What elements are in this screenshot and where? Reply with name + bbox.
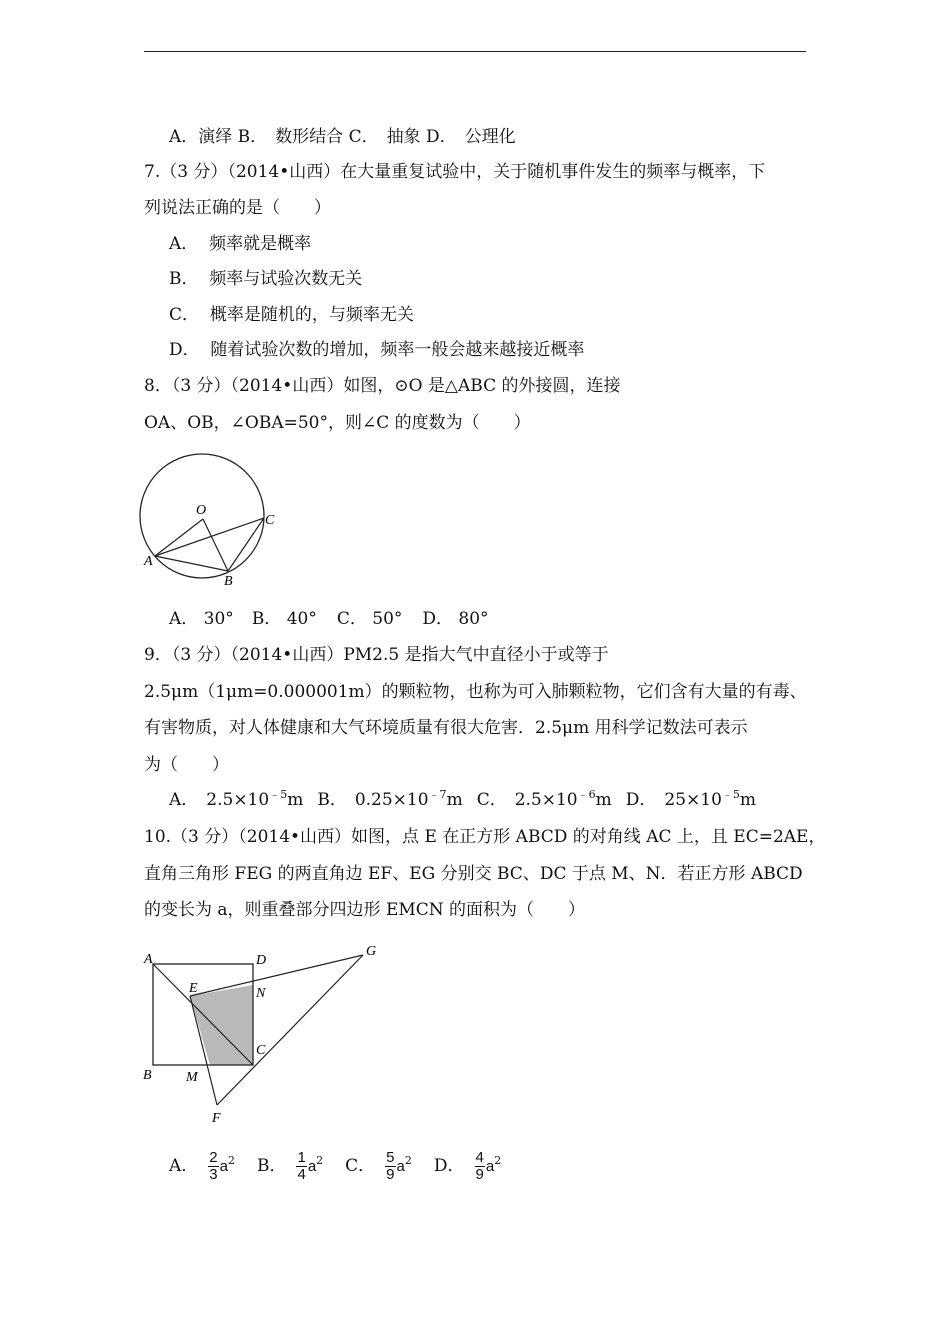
q10-label-m: M (186, 1070, 198, 1085)
q9-stem-line3: 有害物质，对人体健康和大气环境质量有很大危害．2.5μm 用科学记数法可表示 (144, 718, 748, 738)
q10-option-d: D． $\frac{4}{9}$ $a^2$ (433, 1149, 502, 1183)
q10-label-e: E (189, 981, 198, 996)
q6-options (169, 125, 516, 149)
q10-label-n: N (256, 986, 266, 1001)
q6-option-c: 抽象 D． (386, 127, 457, 147)
q10-options (169, 1150, 523, 1183)
q8-option-c: C． 50° (336, 609, 403, 629)
q8-option-b: B． 40° (251, 609, 317, 629)
q8-label-c: C (265, 513, 275, 528)
q10-stem-line3: 的变长为 a，则重叠部分四边形 EMCN 的面积为（ ） (144, 900, 586, 920)
q9-stem-line1: 9．（3 分）（2014•山西）PM2.5 是指大气中直径小于或等于 (144, 645, 609, 665)
q8-label-a: A (144, 554, 153, 569)
q10-label-b: B (143, 1068, 152, 1083)
q9-options (169, 788, 756, 812)
q7-option-a: A． 频率就是概率 (169, 234, 312, 254)
q10-label-d: D (256, 953, 267, 968)
q6-option-d: 公理化 (464, 127, 516, 147)
q9-option-c: C． $2.5\times 10^{﹣6}m$ (476, 788, 612, 810)
q8-option-d: D． 80° (422, 609, 489, 629)
q9-option-b: B． $0.25\times 10^{﹣7}m$ (317, 788, 463, 810)
q10-label-a: A (144, 952, 153, 967)
q8-options (169, 607, 489, 631)
q10-option-b: B． $\frac{1}{4}$ $a^2$ (256, 1149, 324, 1183)
q9-option-a: A． $2.5\times 10^{﹣5}m$ (169, 788, 304, 810)
q10-stem-line1: 10.（3 分）（2014•山西）如图，点 E 在正方形 ABCD 的对角线 AC 上，且 EC=2AE， (144, 827, 826, 847)
header-rule (144, 51, 806, 52)
q7-stem-line1: 7.（3 分）（2014•山西）在大量重复试验中，关于随机事件发生的频率与概率，下 (144, 162, 766, 182)
q10-square-figure (138, 938, 388, 1128)
q8-stem-line1: 8．（3 分）（2014•山西）如图，⊙O 是△ABC 的外接圆，连接 (144, 376, 621, 396)
q9-option-d: D． $25\times 10^{﹣5}m$ (625, 788, 757, 810)
q10-label-g: G (366, 944, 377, 959)
q10-stem-line2: 直角三角形 FEG 的两直角边 EF、EG 分别交 BC、DC 于点 M、N．若正方形 ABCD (144, 864, 803, 884)
q8-option-a: A． 30° (169, 609, 234, 629)
q9-stem-line2: 2.5μm（1μm=0.000001m）的颗粒物，也称为可入肺颗粒物，它们含有大量的有毒、 (144, 682, 807, 702)
q8-stem-line2: OA、OB，∠OBA=50°，则∠C 的度数为（ ） (144, 413, 531, 433)
q7-stem-line2: 列说法正确的是（ ） (144, 198, 331, 218)
q7-option-b: B． 频率与试验次数无关 (169, 269, 363, 289)
q7-option-c: C． 概率是随机的，与频率无关 (169, 305, 414, 325)
q10-option-c: C． $\frac{5}{9}$ $a^2$ (345, 1149, 412, 1183)
q10-option-a: A． $\frac{2}{3}$ $a^2$ (169, 1149, 235, 1183)
q8-circle-figure (135, 452, 285, 592)
q7-option-d: D． 随着试验次数的增加，频率一般会越来越接近概率 (169, 340, 585, 360)
q6-option-a: A．演绎 B． (169, 127, 268, 147)
q8-label-b: B (224, 574, 233, 589)
q6-option-b: 数形结合 C． (275, 127, 379, 147)
q10-label-f: F (212, 1111, 221, 1126)
q10-label-c: C (256, 1043, 266, 1058)
q8-label-o: O (196, 503, 207, 518)
q9-stem-line4: 为（ ） (144, 755, 229, 775)
